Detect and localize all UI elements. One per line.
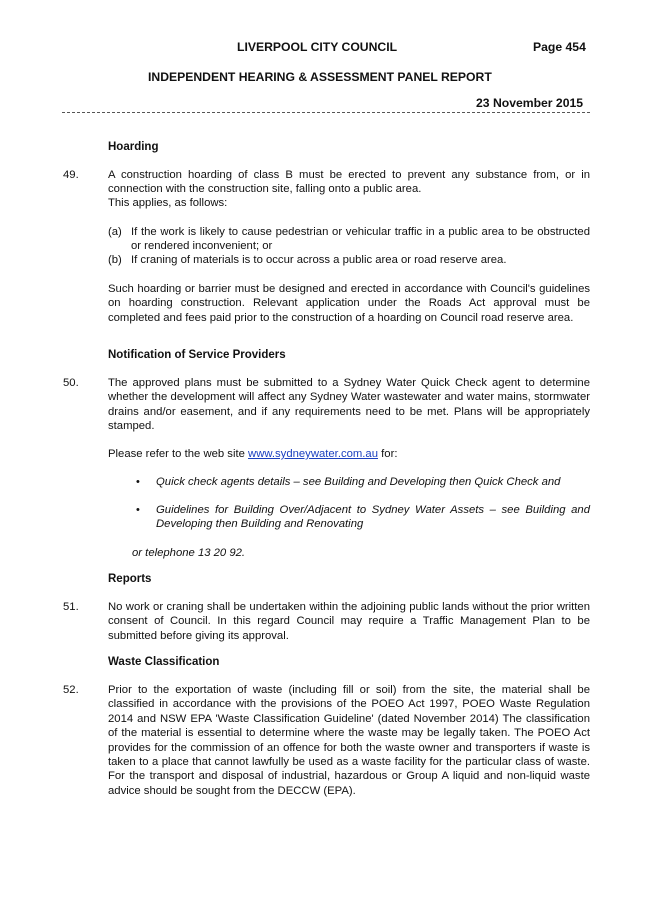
refer-line	[108, 447, 590, 461]
report-date: 23 November 2015	[476, 96, 584, 110]
heading-hoarding: Hoarding	[108, 141, 159, 153]
heading-service-providers: Notification of Service Providers	[108, 349, 286, 361]
refer-prefix: Please refer to the web site	[108, 448, 249, 460]
waste-body: Prior to the exportation of waste (including fill or soil) from the site, the material shall be classified in accordance with the provisions of the POEO Act 1997, POEO Waste Regulation 2014 and NSW EPA 'Waste Classification Guideline' (dated November 2014) The classification of the material is essential to determine where the waste may be legally taken. The POEO Act provides for the commission of an offence for both the waste owner and transporters if waste is taken to a place that cannot lawfully be used as a waste facility for the particular class of waste. For the transport and disposal of industrial, hazardous or Group A liquid and non-liquid waste advice should be sought from the DECCW (EPA).	[108, 684, 590, 797]
bullet-icon: •	[136, 476, 140, 488]
reports-body: No work or craning shall be undertaken within the adjoining public lands without the prior written consent of Council. In this regard Council may require a Traffic Management Plan to be submitted before giving its approval.	[108, 601, 590, 642]
bullet-icon: •	[136, 504, 140, 516]
heading-reports: Reports	[108, 573, 152, 585]
item-a-label: (a)	[108, 226, 122, 238]
sydney-water-link[interactable]: www.sydneywater.com.au	[248, 448, 379, 460]
item-a-text: If the work is likely to cause pedestrian or vehicular traffic in a public area to be obstructed or rendered inconvenient; or	[131, 226, 590, 253]
bullet-quick-check: Quick check agents details – see Building and Developing then Quick Check and	[156, 476, 561, 488]
hoarding-applies: This applies, as follows:	[108, 197, 228, 209]
condition-number-50: 50.	[63, 377, 79, 389]
hoarding-body: Such hoarding or barrier must be designed and erected in accordance with Council's guidelines on hoarding construction. Relevant application under the Roads Act approval must be completed and fees paid prior to the construction of a hoarding on Council road reserve area.	[108, 283, 590, 324]
page-number: Page 454	[533, 40, 586, 54]
condition-number-49: 49.	[63, 169, 79, 181]
hoarding-intro: A construction hoarding of class B must be erected to prevent any substance from, or in connection with the construction site, falling onto a public area.	[108, 169, 590, 196]
condition-number-51: 51.	[63, 601, 79, 613]
item-b-label: (b)	[108, 254, 122, 266]
condition-number-52: 52.	[63, 684, 79, 696]
header-divider	[62, 112, 590, 113]
council-name: LIVERPOOL CITY COUNCIL	[237, 40, 398, 54]
heading-waste-classification: Waste Classification	[108, 656, 220, 668]
refer-suffix: for:	[378, 448, 398, 460]
bullet-guidelines: Guidelines for Building Over/Adjacent to Sydney Water Assets – see Building and Developing then Building and Renovating	[156, 504, 590, 531]
telephone-line: or telephone 13 20 92.	[132, 547, 246, 559]
item-b-text: If craning of materials is to occur across a public area or road reserve area.	[131, 254, 507, 266]
service-body: The approved plans must be submitted to a Sydney Water Quick Check agent to determine whether the development will affect any Sydney Water wastewater and water mains, stormwater drains and/or easement, and if any requirements need to be met. Plans will be appropriately stamped.	[108, 377, 590, 433]
report-title: INDEPENDENT HEARING & ASSESSMENT PANEL REPORT	[148, 70, 492, 84]
